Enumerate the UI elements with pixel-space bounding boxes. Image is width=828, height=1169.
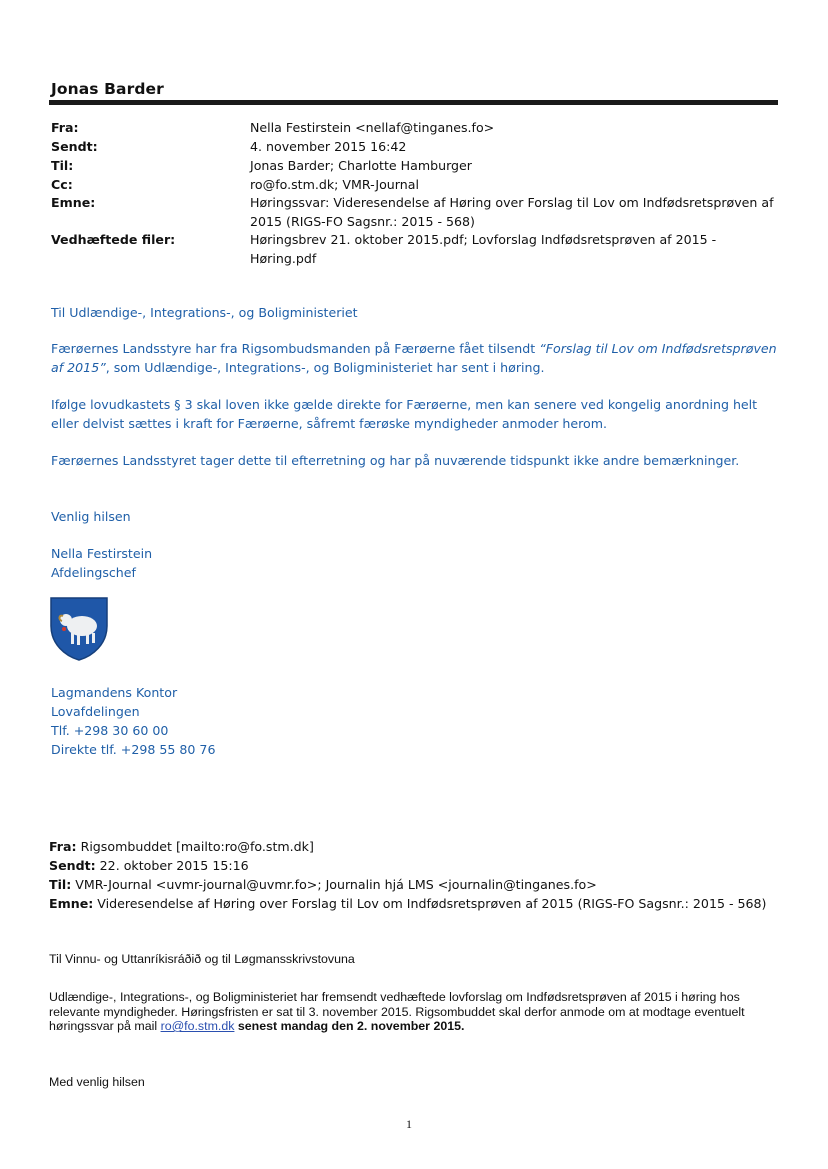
header-label: Cc: <box>51 177 73 192</box>
forwarded-subject-label: Emne: <box>49 896 94 911</box>
direct-phone-number: Direkte tlf. +298 55 80 76 <box>51 742 216 757</box>
reply-paragraph-1 <box>51 339 779 377</box>
header-label: Sendt: <box>51 139 98 154</box>
header-value: Høringssvar: Videresendelse af Høring over Forslag til Lov om Indfødsretsprøven af 2015 (RIGS-FO Sagsnr.: 2015 - 568) <box>250 195 774 229</box>
header-value: 4. november 2015 16:42 <box>250 139 407 154</box>
header-value: ro@fo.stm.dk; VMR-Journal <box>250 177 419 192</box>
reply-closing: Venlig hilsen <box>51 509 131 524</box>
header-label: Vedhæftede filer: <box>51 232 176 247</box>
office-name: Lagmandens Kontor <box>51 685 178 700</box>
forwarded-subject-value: Videresendelse af Høring over Forslag til Lov om Indfødsretsprøven af 2015 (RIGS-FO Sagsnr.: 2015 - 568) <box>97 896 767 911</box>
forwarded-to <box>49 876 789 895</box>
header-value: Jonas Barder; Charlotte Hamburger <box>250 158 472 173</box>
forwarded-from <box>49 838 789 857</box>
original-body <box>49 990 771 1034</box>
header-value: Nella Festirstein <nellaf@tinganes.fo> <box>250 120 495 135</box>
reply-p1-quote: “Forslag til Lov om Indfødsretsprøven af 2015” <box>51 341 777 375</box>
forwarded-to-value: VMR-Journal <uvmr-journal@uvmr.fo>; Journalin hjá LMS <journalin@tinganes.fo> <box>75 877 597 892</box>
header-label: Til: <box>51 158 74 173</box>
forwarded-to-label: Til: <box>49 877 72 892</box>
header-label: Emne: <box>51 195 96 210</box>
reply-p1-text-b: , som Udlændige-, Integrations-, og Boligministeriet har sent i høring. <box>105 360 545 375</box>
signer-title: Afdelingschef <box>51 565 136 580</box>
faroese-ram-coat-of-arms-icon <box>49 596 109 662</box>
phone-number: Tlf. +298 30 60 00 <box>51 723 169 738</box>
signer-name: Nella Festirstein <box>51 546 153 561</box>
forwarded-sent <box>49 857 789 876</box>
reply-salutation: Til Udlændige-, Integrations-, og Boligministeriet <box>51 305 358 320</box>
header-label: Fra: <box>51 120 79 135</box>
header-divider <box>49 100 778 105</box>
deadline-text: senest mandag den 2. november 2015. <box>234 1019 465 1034</box>
forwarded-from-value: Rigsombuddet [mailto:ro@fo.stm.dk] <box>80 839 314 854</box>
forwarded-from-label: Fra: <box>49 839 77 854</box>
forwarded-subject <box>49 895 789 914</box>
original-body-text: Udlændige-, Integrations-, og Boligministeriet har fremsendt vedhæftede lovforslag om Indfødsretsprøven af 2015 i høring hos relevante myndigheder. Høringsfristen er sat til 3. november 2015. Rigsombuddet skal derfor anmode om at modtage eventuelt høringssvar på mail <box>49 990 745 1034</box>
header-value: Høringsbrev 21. oktober 2015.pdf; Lovforslag Indfødsretsprøven af 2015 - Høring.pdf <box>250 232 717 266</box>
reply-p1-text-a: Færøernes Landsstyre har fra Rigsombudsmanden på Færøerne fået tilsendt <box>51 341 540 356</box>
forwarded-sent-value: 22. oktober 2015 15:16 <box>99 858 249 873</box>
reply-paragraph-3: Færøernes Landsstyret tager dette til efterretning og har på nuværende tidspunkt ikke andre bemærkninger. <box>51 453 740 468</box>
forwarded-sent-label: Sendt: <box>49 858 96 873</box>
original-salutation: Til Vinnu- og Uttanríkisráðið og til Løgmansskrivstovuna <box>49 952 355 966</box>
sender-name-heading: Jonas Barder <box>51 80 164 98</box>
email-link[interactable]: ro@fo.stm.dk <box>160 1019 235 1034</box>
reply-paragraph-2: Ifølge lovudkastets § 3 skal loven ikke gælde direkte for Færøerne, men kan senere ved kongelig anordning helt eller delvist sættes i kraft for Færøerne, såfremt færøske myndigheder anmoder herom. <box>51 397 758 431</box>
original-closing: Med venlig hilsen <box>49 1075 145 1089</box>
page-number: 1 <box>406 1117 412 1131</box>
department-name: Lovafdelingen <box>51 704 140 719</box>
